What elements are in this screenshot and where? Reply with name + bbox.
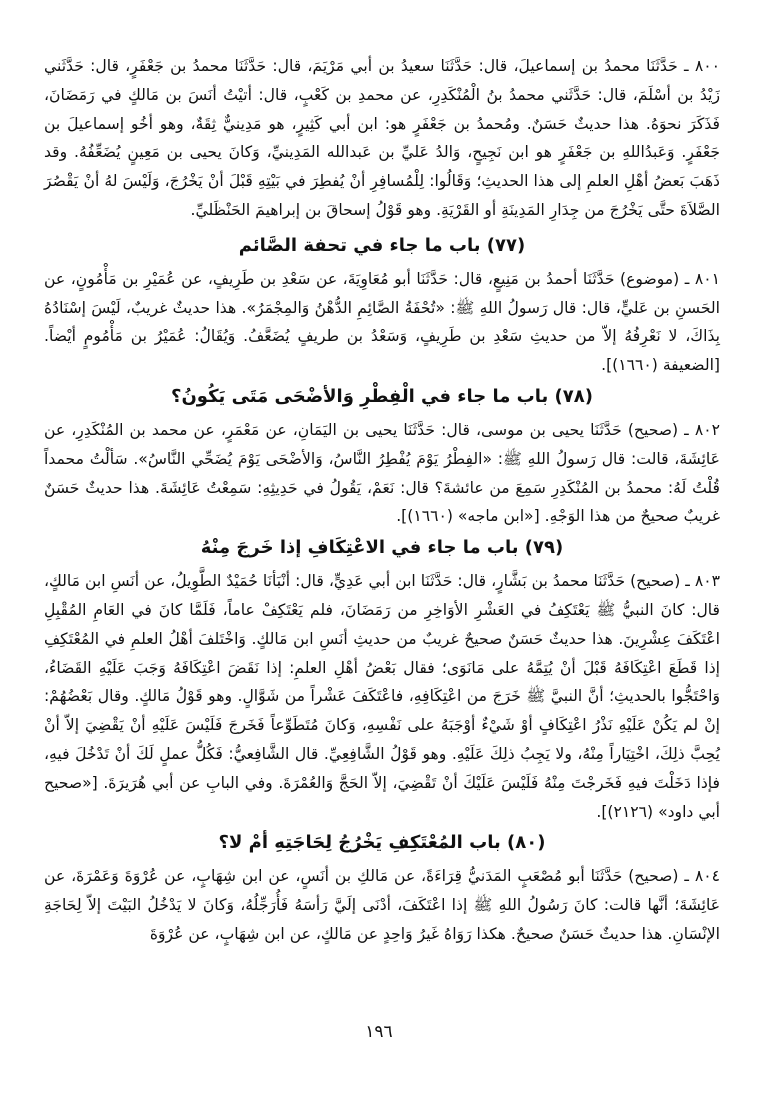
- hadith-804: ٨٠٤ ـ (صحيح) حَدَّثَنَا أبو مُصْعَبٍ المَدَنيُّ قِرَاءَةً، عن مَالكِ بن أنَسٍ، عن ابن شِهَابٍ، عن عُرْوَةَ وَعَمْرَةَ، عن عَائِشَةَ؛ أنَّها قالت: كانَ رَسُولُ اللهِ ﷺ إذا اعْتَكَفَ، أدْنَى إلَيَّ رَأسَهُ فَأُرَجِّلُهُ، وَكانَ لا يَدْخُلُ البَيْتَ إلاّ لِحَاجَةِ الإنْسَانِ. هذا حديثٌ حَسَنٌ صحيحٌ. هكذا رَوَاهُ غَيرُ وَاحِدٍ عن مَالكٍ، عن ابن شِهَابٍ، عن عُرْوَةَ: [44, 867, 720, 943]
- hadith-800: ٨٠٠ ـ حَدَّثَنَا محمدُ بن إسماعيلَ، قال: حَدَّثَنَا سعيدُ بن أبي مَرْيَمَ، قال: حَدَّثَنَا محمدُ بن جَعْفَرٍ، قال: حَدَّثَني زَيْدُ بن أسْلَمَ، قال: حَدَّثَني محمدُ بنُ الْمُنْكَدِرِ، عن محمدِ بن كَعْبٍ، قال: أتيْتُ أنَسَ بن مَالكٍ في رَمَضَانَ، فَذَكَرَ نحوَهُ. هذا حديثٌ حَسَنٌ. ومُحمدُ بن جَعْفَرٍ هو: ابن أبي كَثِيرٍ، هو مَدِينيٌّ ثِقَةٌ، وهو أخُو إسماعيلَ بن جَعْفَرٍ. وَعَبدُاللهِ بن جَعْفَرٍ هو ابن نَجِيحٍ، وَالدُ عَليِّ بن عَبدالله المَدِينيِّ، وَكانَ يحيى بن مَعِينٍ يُضَعِّفُهُ. وقد ذَهَبَ بَعضُ أهْلِ العلمِ إلى هذا الحديثِ؛ وَقَالُوا: لِلْمُسافِرِ أنْ يُفطِرَ في بَيْتِهِ قَبْلَ أنْ يَخْرُجَ، وَلَيْسَ لهُ أنْ يَقْصُرَ الصَّلاَةَ حتَّى يَخْرُجَ من جِدَارِ المَدِينَةِ أو القَرْيَةِ. وهو قَوْلُ إسحاقَ بن إبراهيمَ الحَنْظَليِّ.: [44, 57, 720, 219]
- page-number: ١٩٦: [365, 1022, 393, 1042]
- hadith-801: ٨٠١ ـ (موضوع) حَدَّثَنَا أحمدُ بن مَنِيعٍ، قال: حَدَّثَنَا أبو مُعَاوِيَةَ، عن سَعْدِ بن طَرِيفٍ، عن عُمَيْرِ بن مَأْمُونٍ، عن الحَسنِ بن عَليٍّ، قال: قال رَسولُ اللهِ ﷺ: «تُحْفَةُ الصَّائِمِ الدُّهْنُ وَالمِجْمَرُ». هذا حديثٌ غريبٌ، لَيْسَ إسْنَادُهُ بِذَاكَ، لا نَعْرِفُهُ إلاّ من حديثِ سَعْدِ بن طَرِيفٍ، وَسَعْدُ بن طريفٍ يُضَعَّفُ. وَيُقَالُ: عُمَيْرُ بن مَأْمُومٍ أيْضاً. [الضعيفة (١٦٦٠)].: [44, 269, 720, 375]
- chapter-79-heading: (٧٩) باب ما جاء في الاعْتِكَافِ إذا خَرجَ مِنْهُ: [200, 537, 564, 559]
- hadith-802: ٨٠٢ ـ (صحيح) حَدَّثَنَا يحيى بن موسى، قال: حَدَّثَنَا يحيى بن اليَمَانِ، عن مَعْمَرٍ، عن محمد بن المُنْكَدِرِ، عن عَائِشَةَ، قالت: قال رَسولُ اللهِ ﷺ: «الفِطْرُ يَوْمَ يُفْطِرُ النَّاسُ، وَالأضْحَى يَوْمَ يُضَحِّي النَّاسُ». سَألْتُ محمداً قُلْتُ لَهُ: محمدُ بن المُنْكَدِرِ سَمِعَ من عائشةَ؟ قال: نَعَمْ، يَقُولُ في حَدِيثِهِ: سَمِعْتُ عَائِشَةَ. هذا حديثٌ حَسَنٌ غريبٌ صحيحٌ من هذا الوَجْهِ. [«ابن ماجه» (١٦٦٠)].: [44, 420, 720, 526]
- chapter-78-heading: (٧٨) باب ما جاء في الْفِطْرِ وَالأضْحَى مَتَى يَكُونُ؟: [171, 385, 593, 407]
- page-body: [44, 52, 720, 949]
- chapter-77-heading: (٧٧) باب ما جاء في تحفة الصَّائم: [238, 234, 526, 256]
- chapter-80-heading: (٨٠) باب المُعْتَكِفِ يَخْرُجُ لِحَاجَتِهِ أمْ لا؟: [218, 832, 546, 854]
- hadith-803: ٨٠٣ ـ (صحيح) حَدَّثَنَا محمدُ بن بَشَّارٍ، قال: حَدَّثَنَا ابن أبي عَدِيٍّ، قال: أنْبَأنَا حُمَيْدٌ الطَّوِيلُ، عن أنَسِ ابن مَالكٍ، قال: كانَ النبيُّ ﷺ يَعْتَكِفُ في العَشْرِ الأوَاخِرِ من رَمَضَانَ، فلم يَعْتَكِفْ عاماً، فَلَمَّا كانَ في العَامِ المُقْبِلِ اعْتَكَفَ عِشْرِينَ. هذا حديثٌ حَسَنٌ صحيحٌ غريبٌ من حديثِ أنَسِ ابن مَالكٍ. وَاخْتَلفَ أهْلُ العلمِ في المُعْتَكِفِ إذا قَطَعَ اعْتِكَافَهُ قَبْلَ أنْ يُتِمَّهُ على مَانَوَى؛ فقال بَعْضُ أهْلِ العلمِ: إذا نَقَضَ اعْتِكَافَهُ وَجَبَ عَلَيْهِ القَضَاءُ، وَاحْتَجُّوا بالحديثِ؛ أنَّ النبيَّ ﷺ خَرَجَ من اعْتِكَافِهِ، فاعْتَكَفَ عَشْراً من شَوَّالٍ. وهو قَوْلُ مَالكٍ. وقال بَعْضُهُمْ: إنْ لم يَكُنْ عَلَيْهِ نَذْرُ اعْتِكَافٍ أوْ شَيْءٌ أوْجَبَهُ على نَفْسِهِ، وَكانَ مُتَطَوِّعاً فَخَرجَ فَلَيْسَ عَلَيْهِ أنْ يَقْضِيَ إلاّ أنْ يُحِبَّ ذلِكَ، اخْتِيَاراً مِنْهُ، ولا يَجِبُ ذلِكَ عَلَيْهِ. وهو قَوْلُ الشَّافِعِيِّ. قال الشَّافِعيُّ: فَكُلُّ عملٍ لَكَ أنْ تَدْخُلَ فيهِ، فإذا دَخَلْتَ فيهِ فَخَرجْتَ مِنْهُ فَلَيْسَ عَلَيْكَ أنْ تَقْضِيَ، إلاّ الحَجَّ وَالعُمْرَةَ. وفي البابِ عن أبي هُرَيرَةَ. [«صحيح أبي داود» (٢١٢٦)].: [44, 572, 720, 821]
